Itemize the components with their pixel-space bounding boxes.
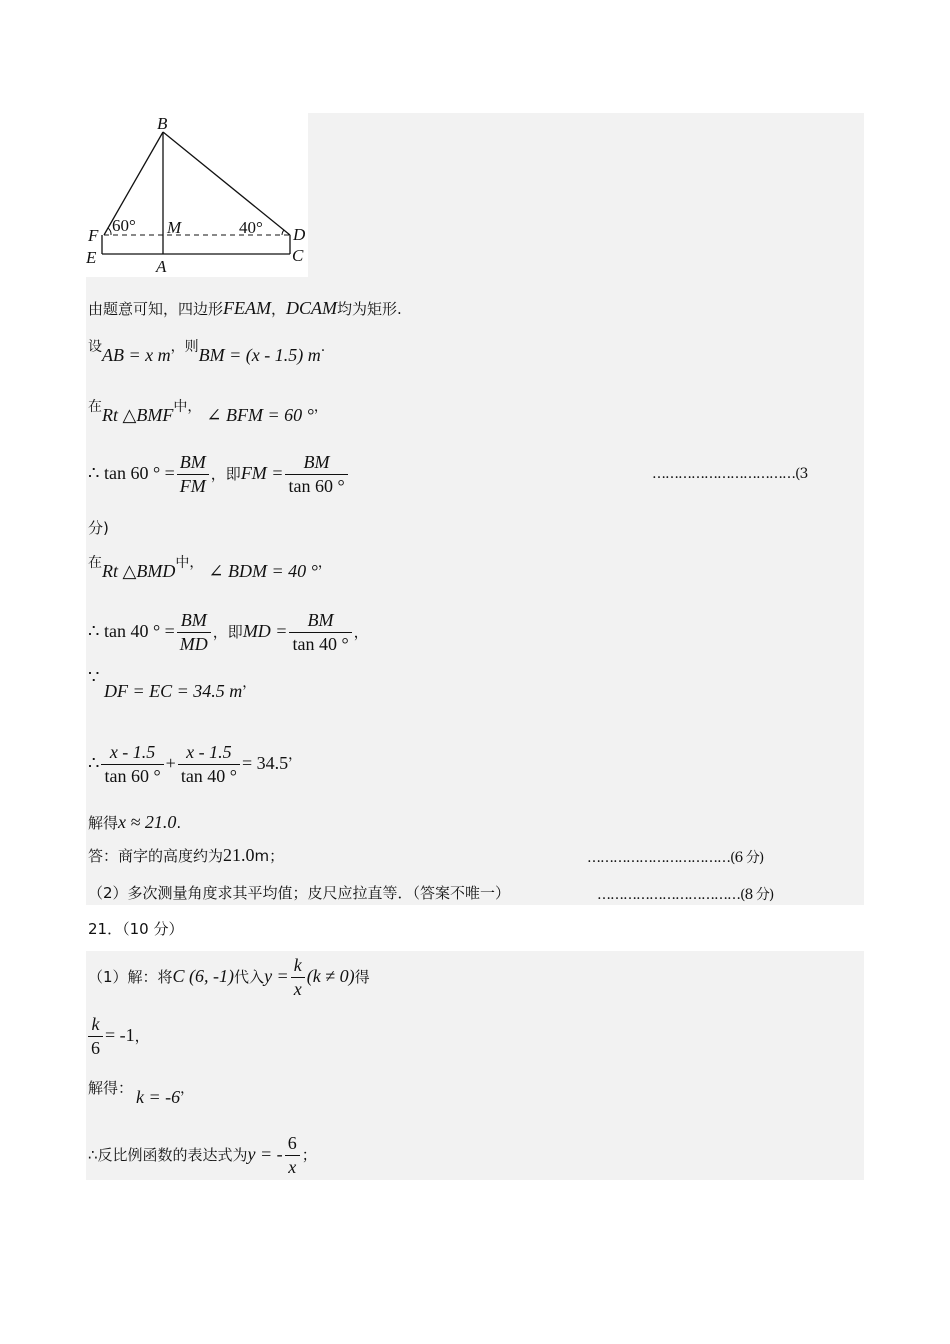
fraction-k-6 [88,1014,103,1059]
line-tan60 [88,452,350,497]
fraction-bm-tan60 [285,452,347,497]
score-3-unit: 分) [88,519,109,537]
numerator: 6 [285,1133,300,1156]
line-rectangles [88,298,402,319]
line-answer [88,845,284,866]
text-end: 均为矩形. [337,300,402,318]
line-solve-k [136,1081,195,1108]
text-period: . [320,339,326,355]
text-intro: 由题意可知，四边形 [88,300,224,318]
numerator: k [291,955,305,978]
question-21-heading: 21．（10 分） [88,920,184,938]
line-part2: （2）多次测量角度求其平均值；皮尺应拉直等．（答案不唯一） [88,884,511,902]
line-k-over-6 [86,1014,150,1059]
numerator: BM [177,610,211,633]
text-comma: ， [288,747,303,763]
label-b: B [157,114,168,133]
line-expression [88,1133,317,1178]
answer-unit: m； [254,847,285,865]
line-rt-bmd [88,555,332,582]
therefore-symbol: ∴ [88,753,100,773]
text-jiede: 解得 [88,814,119,832]
line-solve-k-label [88,1077,133,1098]
segment-bd [163,132,290,235]
angle-label-40: 40° [239,218,263,237]
math-tan60-lhs: ∴ tan 60 ° = [88,463,175,483]
numerator: BM [177,452,209,475]
score-6: ……………………………(6 分) [587,850,764,866]
math-x-approx: x ≈ 21.0 [118,812,177,832]
math-condition: (k ≠ 0) [306,966,355,986]
line-rt-bmf [88,399,328,426]
numerator: k [88,1014,103,1037]
text-de: 得 [354,968,370,986]
numerator: x - 1.5 [101,742,163,765]
text-semicolon: ； [301,1146,317,1164]
text-answer: 答：商字的高度约为 [88,847,224,865]
answer-value: 21.0 [223,845,255,865]
denominator: x [288,1157,297,1177]
text-comma: ， [134,1027,150,1045]
denominator: tan 60 ° [104,766,161,786]
math-rt-bmf: Rt △BMF [102,405,174,425]
fraction-x-tan40 [178,742,240,787]
text-comma: ， [313,399,328,415]
denominator: 6 [91,1038,100,1058]
text-period: . [176,814,182,832]
angle-label-60: 60° [112,216,136,235]
math-df-ec: DF = EC = 34.5 m [104,681,243,701]
text-comma: ， [242,675,257,691]
math-fm-eq: FM = [240,463,284,483]
text-ze: 则 [184,339,199,355]
math-rt-bmd: Rt △BMD [102,561,176,581]
fraction-x-tan60 [101,742,163,787]
fraction-bm-md [177,610,211,655]
text-zai: 在 [88,399,102,415]
angle-arc-right [282,230,284,235]
text-part1: （1）解：将 [88,968,173,986]
line-set-ab [88,339,326,366]
math-point-c: C (6, -1) [172,966,235,986]
label-f: F [88,226,99,245]
math-k-value: k = -6 [136,1087,181,1107]
text-jiede: 解得： [88,1079,134,1097]
text-zai: 在 [88,555,102,571]
fraction-bm-tan40 [289,610,351,655]
math-angle-bfm: ∠ BFM = 60 ° [206,405,314,425]
math-rhs: = -1 [105,1025,135,1045]
label-e: E [86,248,97,267]
denominator: tan 40 ° [180,766,238,786]
math-ab-eq: AB = x m [102,345,171,365]
text-comma: ， [317,555,332,571]
fraction-bm-fm [177,452,209,497]
triangle-figure [86,113,308,277]
math-y-neg: y = - [247,1144,283,1164]
denominator: MD [179,634,208,654]
score-3: ……………………………(3 [652,466,808,482]
text-comma: ， [353,623,369,641]
line-equation [88,742,302,787]
text-sep: ， [271,300,287,318]
score-8: ……………………………(8 分) [597,887,774,903]
text-zhong: 中， [173,399,202,415]
line-tan40 [88,610,369,655]
text-ji: ，即 [210,465,241,483]
math-rhs: = 34.5 [242,753,289,773]
text-ji: ，即 [212,623,243,641]
math-bm-eq: BM = (x - 1.5) m [198,345,321,365]
label-m: M [167,218,182,237]
text-she: 设 [88,339,102,355]
math-md-eq: MD = [242,621,288,641]
text-comma: ， [170,339,185,355]
denominator: tan 40 ° [292,634,349,654]
math-dcam: DCAM [286,298,338,318]
denominator: FM [179,476,206,496]
angle-arc-left [108,228,111,235]
denominator: tan 60 ° [288,476,345,496]
math-angle-bdm: ∠ BDM = 40 ° [208,561,318,581]
text-expression: ∴反比例函数的表达式为 [88,1146,248,1164]
math-feam: FEAM [223,298,271,318]
math-y-eq: y = [264,966,289,986]
line-solve-x [88,812,181,833]
label-c: C [292,246,304,265]
numerator: BM [285,452,347,475]
denominator: x [293,979,302,999]
math-tan40-lhs: ∴ tan 40 ° = [88,621,175,641]
line-df-ec [104,675,257,702]
text-dairu: 代入 [234,968,265,986]
label-d: D [293,225,306,244]
text-comma: ， [180,1081,195,1097]
numerator: x - 1.5 [178,742,240,765]
fraction-k-x [291,955,305,1000]
because-symbol: ∵ [88,667,100,687]
fraction-6-x [285,1133,300,1178]
numerator: BM [289,610,351,633]
plus-sign: + [165,753,176,773]
text-zhong: 中， [175,555,204,571]
label-a: A [156,257,167,276]
line-substitute [88,955,370,1000]
